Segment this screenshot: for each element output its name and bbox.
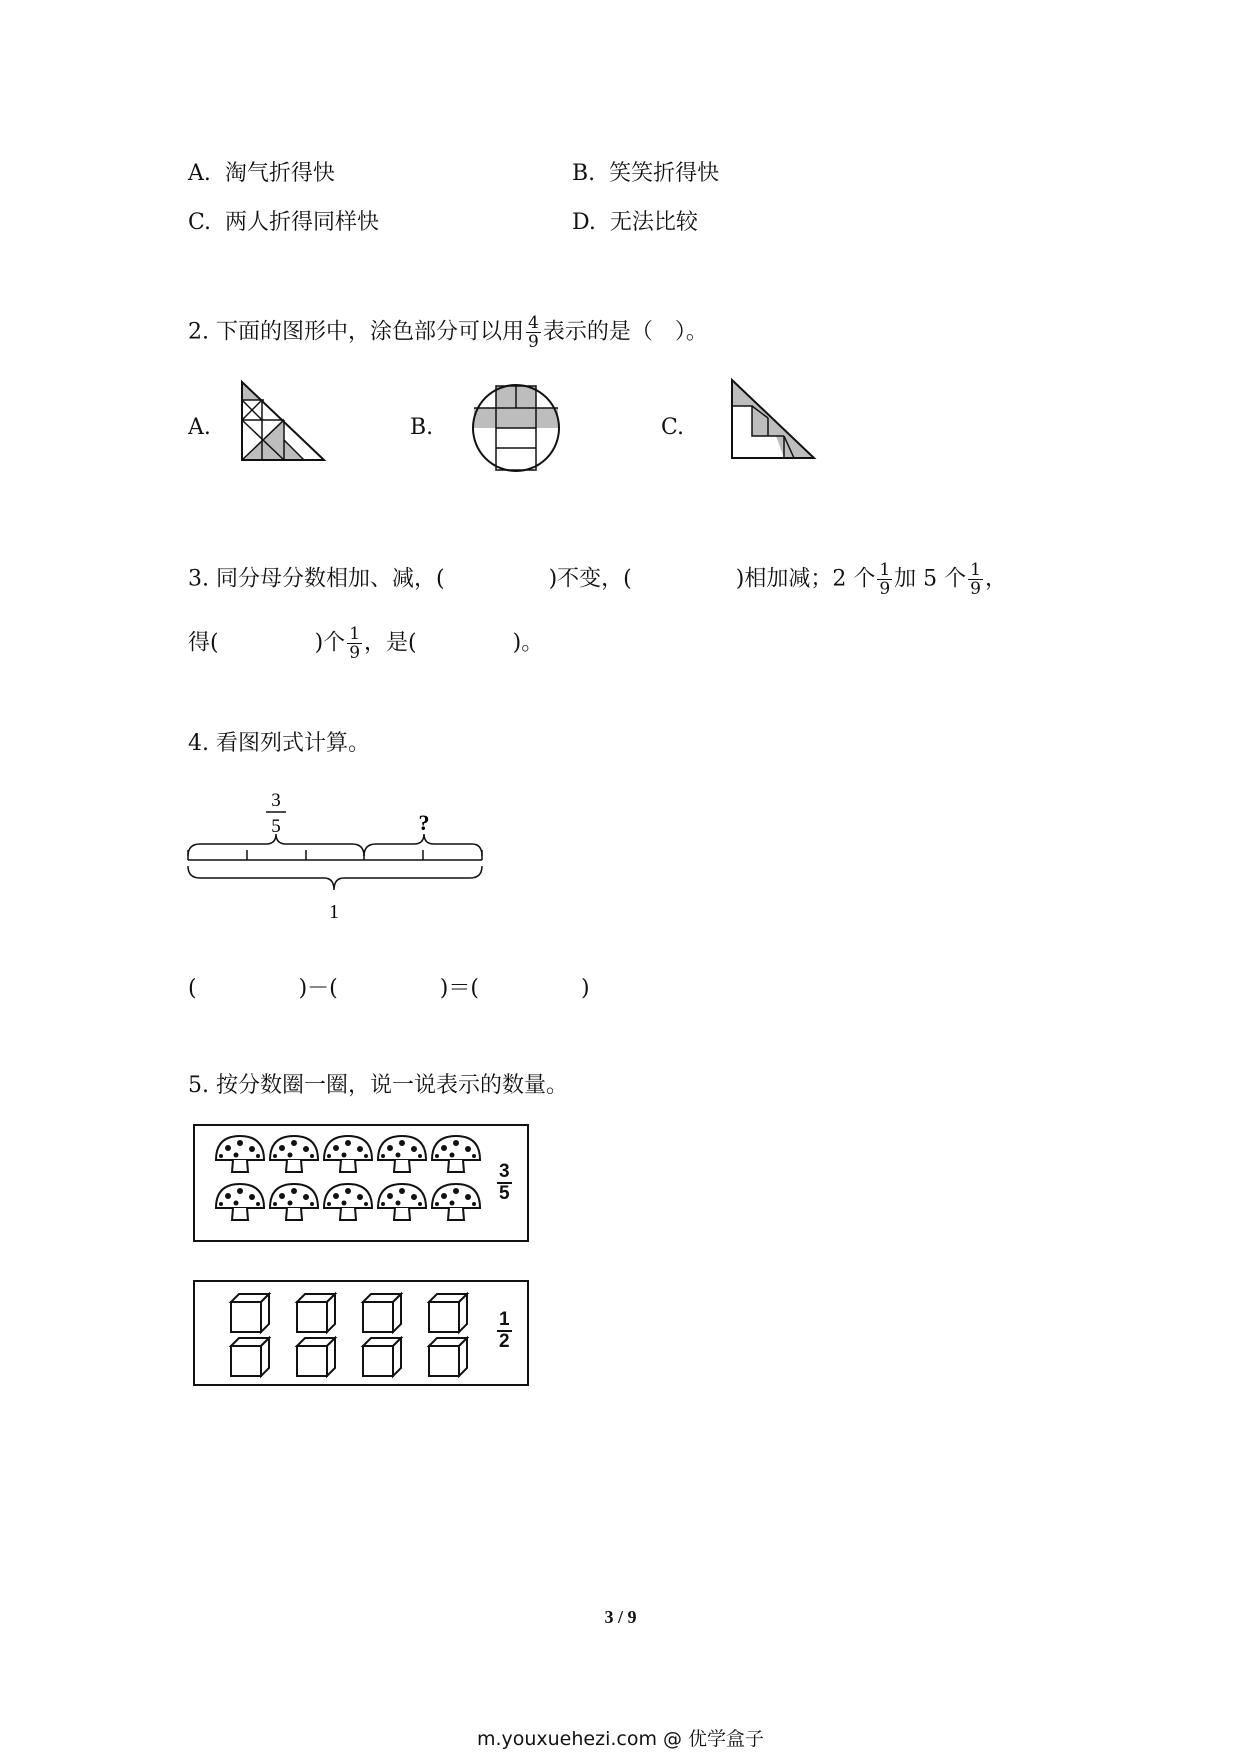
mushroom-icon	[270, 1184, 318, 1220]
cube-icon	[231, 1338, 269, 1376]
option-c: C. 两人折得同样快	[188, 210, 380, 235]
cube-box	[193, 1280, 529, 1386]
figure-b-circle	[470, 382, 562, 474]
option-b: B. 笑笑折得快	[572, 161, 720, 186]
mushroom-icon	[324, 1136, 372, 1172]
mushroom-icon	[216, 1136, 264, 1172]
mushroom-grid	[195, 1126, 525, 1238]
question-3-line-1: 3. 同分母分数相加、减，( )不变，( )相加减；2 个 $\frac{1}{9}$ 加 5 个 $\frac{1}{9}$ ，	[188, 560, 1007, 599]
question-2: 2. 下面的图形中，涂色部分可以用 $\frac{4}{9}$ 表示的是（ ）。	[188, 313, 708, 352]
q4-equation: ( )－( )＝( )	[188, 976, 590, 1001]
q4-segment-diagram	[184, 788, 494, 940]
page-number: 3 / 9	[604, 1607, 637, 1627]
mushroom-box	[193, 1124, 529, 1242]
mushroom-icon	[324, 1184, 372, 1220]
fraction-1-9: $\frac{1}{9}$	[970, 560, 981, 599]
mushroom-icon	[378, 1184, 426, 1220]
cube-icon	[297, 1338, 335, 1376]
figure-a-triangle	[238, 378, 328, 462]
q2-label-a: A.	[188, 415, 211, 440]
question-mark: ?	[418, 810, 430, 835]
total-label: 1	[329, 901, 339, 923]
option-a: A. 淘气折得快	[188, 161, 335, 186]
bottom-brace	[188, 866, 482, 890]
mushroom-icon	[432, 1136, 480, 1172]
top-brace-left	[188, 834, 364, 856]
box2-fraction: 1 2	[499, 1309, 510, 1352]
fraction-4-9: $\frac{4}{9}$	[528, 313, 539, 352]
cube-icon	[429, 1294, 467, 1332]
top-fraction-den: 5	[271, 816, 281, 837]
figure-c-triangle	[728, 376, 818, 462]
cube-icon	[297, 1294, 335, 1332]
cube-icon	[363, 1294, 401, 1332]
cube-icon	[363, 1338, 401, 1376]
question-4-title: 4. 看图列式计算。	[188, 731, 371, 756]
cube-icon	[231, 1294, 269, 1332]
mushroom-icon	[432, 1184, 480, 1220]
box1-fraction: 3 5	[499, 1161, 510, 1204]
mushroom-icon	[216, 1184, 264, 1220]
footer-link[interactable]: m.youxuehezi.com @ 优学盒子	[476, 1728, 765, 1750]
fraction-1-9: $\frac{1}{9}$	[879, 560, 891, 599]
cube-grid	[195, 1282, 525, 1382]
q2-label-c: C.	[661, 415, 685, 440]
fraction-1-9: $\frac{1}{9}$	[349, 624, 361, 663]
cube-icon	[429, 1338, 467, 1376]
question-3-line-2: 得( )个 $\frac{1}{9}$ ，是( )。	[188, 624, 544, 663]
question-5-title: 5. 按分数圈一圈，说一说表示的数量。	[188, 1073, 569, 1098]
option-d: D. 无法比较	[572, 210, 698, 235]
mushroom-icon	[378, 1136, 426, 1172]
top-fraction-num: 3	[271, 790, 281, 811]
mushroom-icon	[270, 1136, 318, 1172]
q2-label-b: B.	[410, 415, 434, 440]
